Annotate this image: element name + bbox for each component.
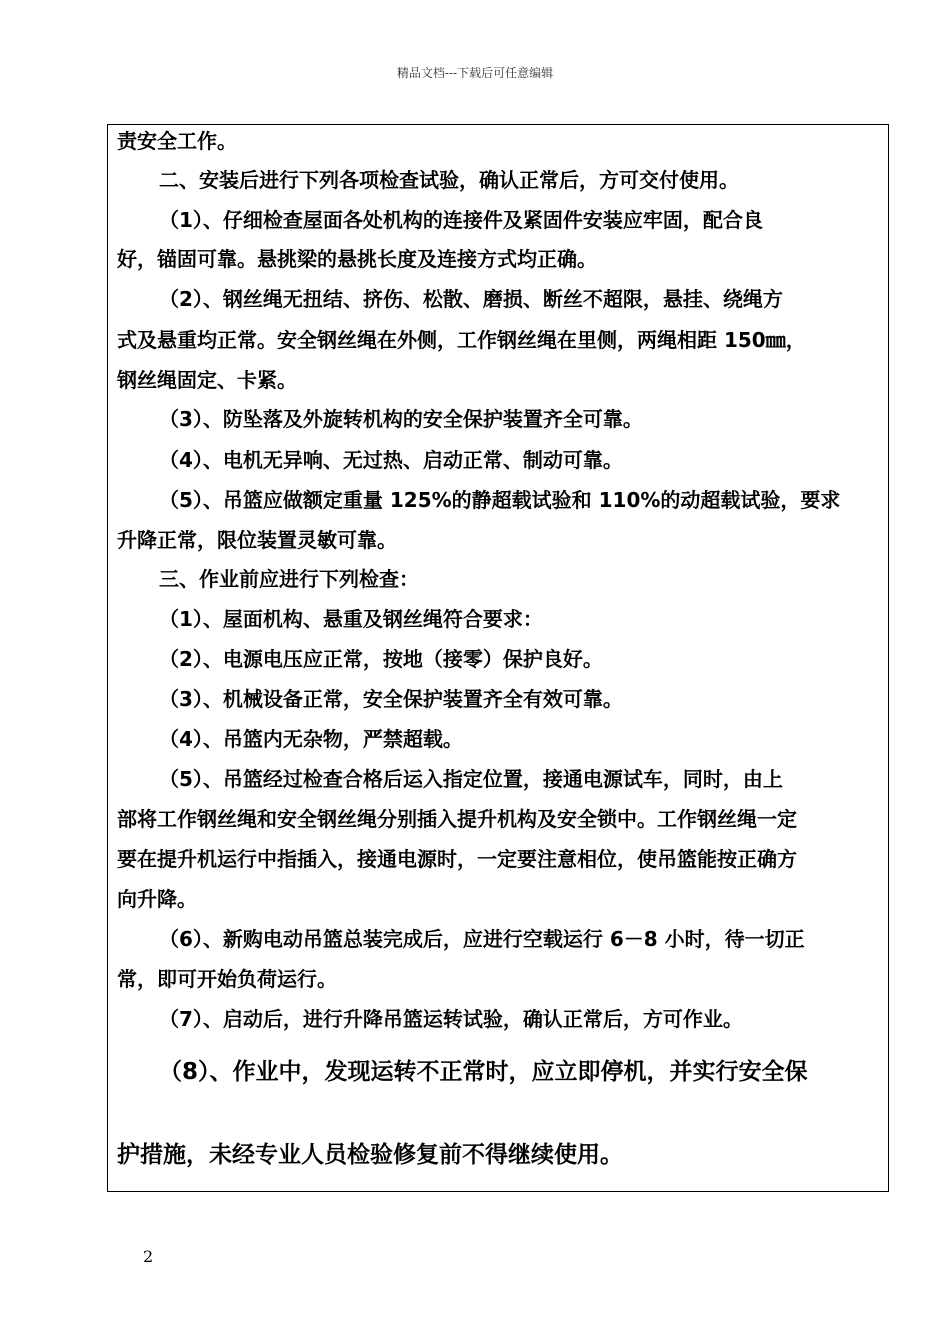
text-line-13: （1）、屋面机构、悬重及钢丝绳符合要求： bbox=[159, 607, 543, 631]
text-line-25: 护措施，未经专业人员检验修复前不得继续使用。 bbox=[117, 1142, 623, 1168]
text-line-21: （6）、新购电动吊篮总装完成后，应进行空载运行 6－8 小时，待一切正 bbox=[159, 927, 805, 951]
text-line-4: 好，锚固可靠。悬挑梁的悬挑长度及连接方式均正确。 bbox=[117, 247, 597, 271]
text-line-18: 部将工作钢丝绳和安全钢丝绳分别插入提升机构及安全锁中。工作钢丝绳一定 bbox=[117, 807, 797, 831]
page-header: 精品文档---下载后可任意编辑 bbox=[396, 66, 554, 80]
text-line-24: （8）、作业中，发现运转不正常时，应立即停机，并实行安全保 bbox=[159, 1059, 808, 1085]
text-line-12: 三、作业前应进行下列检查： bbox=[159, 567, 419, 591]
text-line-19: 要在提升机运行中指插入，接通电源时，一定要注意相位，使吊篮能按正确方 bbox=[117, 847, 797, 871]
text-line-17: （5）、吊篮经过检查合格后运入指定位置，接通电源试车，同时，由上 bbox=[159, 767, 783, 791]
text-line-7: 钢丝绳固定、卡紧。 bbox=[117, 368, 297, 392]
text-line-23: （7）、启动后，进行升降吊篮运转试验，确认正常后，方可作业。 bbox=[159, 1007, 743, 1031]
text-line-8: （3）、防坠落及外旋转机构的安全保护装置齐全可靠。 bbox=[159, 407, 643, 431]
text-line-1: 责安全工作。 bbox=[117, 129, 237, 153]
text-line-16: （4）、吊篮内无杂物，严禁超载。 bbox=[159, 727, 463, 751]
text-line-3: （1）、仔细检查屋面各处机构的连接件及紧固件安装应牢固，配合良 bbox=[159, 208, 763, 232]
text-line-15: （3）、机械设备正常，安全保护装置齐全有效可靠。 bbox=[159, 687, 623, 711]
text-line-2: 二、安装后进行下列各项检查试验，确认正常后，方可交付使用。 bbox=[159, 168, 739, 192]
text-line-9: （4）、电机无异响、无过热、启动正常、制动可靠。 bbox=[159, 448, 623, 472]
text-line-22: 常，即可开始负荷运行。 bbox=[117, 967, 337, 991]
text-line-11: 升降正常，限位装置灵敏可靠。 bbox=[117, 528, 397, 552]
text-line-6: 式及悬重均正常。安全钢丝绳在外侧，工作钢丝绳在里侧，两绳相距 150㎜， bbox=[117, 328, 806, 352]
text-line-10: （5）、吊篮应做额定重量 125%的静超载试验和 110%的动超载试验，要求 bbox=[159, 488, 841, 512]
text-line-14: （2）、电源电压应正常，按地（接零）保护良好。 bbox=[159, 647, 603, 671]
content-box bbox=[107, 124, 889, 1192]
text-line-20: 向升降。 bbox=[117, 887, 197, 911]
text-line-5: （2）、钢丝绳无扭结、挤伤、松散、磨损、断丝不超限，悬挂、绕绳方 bbox=[159, 287, 783, 311]
page-number: 2 bbox=[143, 1247, 154, 1266]
